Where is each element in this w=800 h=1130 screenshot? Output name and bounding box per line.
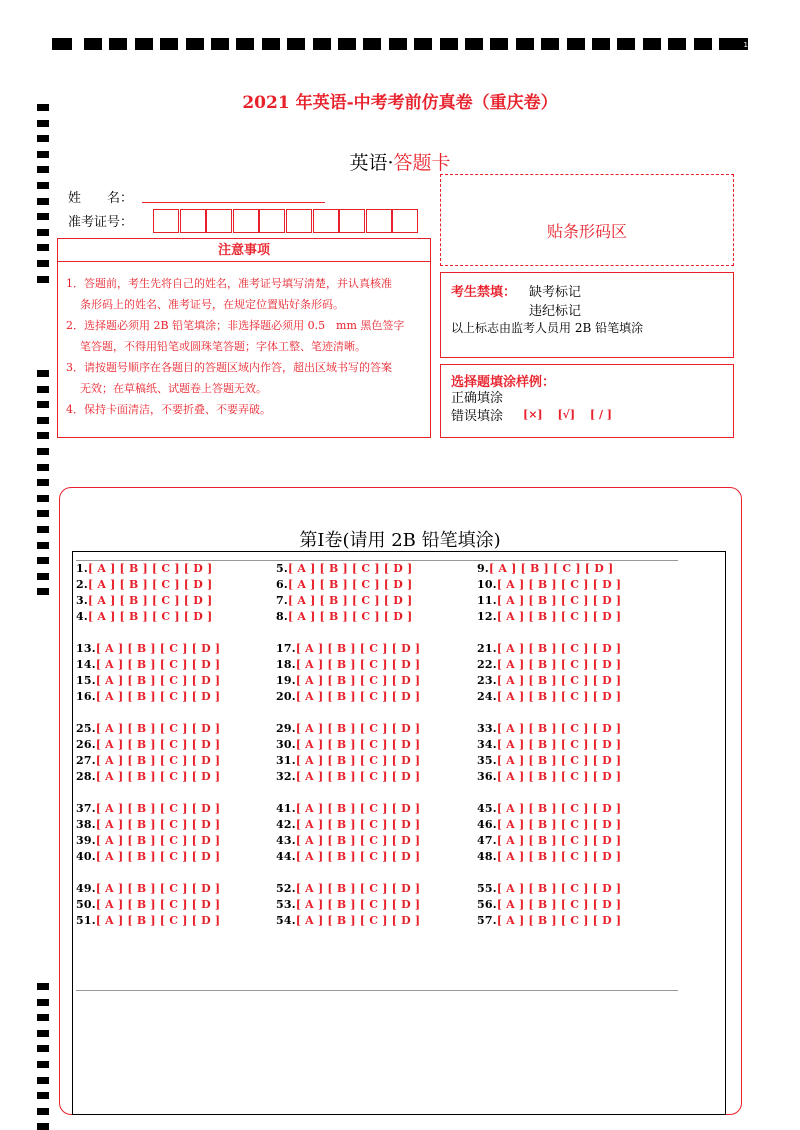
answer-choices[interactable]: [ A ] [ B ] [ C ] [ D ] (95, 722, 221, 735)
timing-mark (592, 38, 610, 50)
divider-bottom (76, 990, 678, 991)
side-timing-mark (37, 229, 49, 236)
notice-line: 笔答题，不得用铅笔或圆珠笔答题；字体工整、笔迹清晰。 (80, 340, 366, 353)
question-number: 17. (276, 642, 296, 655)
question-row[interactable] (477, 722, 621, 735)
question-number: 42. (276, 818, 296, 831)
answer-choices[interactable]: [ A ] [ B ] [ C ] [ D ] (496, 882, 622, 895)
side-timing-mark (37, 182, 49, 189)
question-number: 29. (276, 722, 296, 735)
page-number: 1 (728, 38, 748, 50)
side-timing-mark (37, 1092, 49, 1099)
answer-choices[interactable]: [ A ] [ B ] [ C ] [ D ] (295, 818, 421, 831)
side-timing-mark (37, 588, 49, 595)
id-digit-box[interactable] (259, 209, 285, 233)
question-row[interactable] (76, 594, 212, 607)
answer-choices[interactable]: [ A ] [ B ] [ C ] [ D ] (496, 610, 622, 623)
question-number: 13. (76, 642, 96, 655)
fill-example-label: 选择题填涂样例： (451, 375, 556, 390)
answer-choices[interactable]: [ A ] [ B ] [ C ] [ D ] (496, 898, 622, 911)
side-timing-mark (37, 386, 49, 393)
question-row[interactable] (477, 850, 621, 863)
question-number: 11. (477, 594, 497, 607)
question-number: 19. (276, 674, 296, 687)
side-timing-mark (37, 999, 49, 1006)
answer-choices[interactable]: [ A ] [ B ] [ C ] [ D ] (295, 658, 421, 671)
answer-choices[interactable]: [ A ] [ B ] [ C ] [ D ] (496, 802, 622, 815)
id-digit-box[interactable] (233, 209, 259, 233)
question-number: 45. (477, 802, 497, 815)
id-digit-box[interactable] (313, 209, 339, 233)
question-number: 35. (477, 754, 497, 767)
answer-choices[interactable]: [ A ] [ B ] [ C ] [ D ] (496, 722, 622, 735)
answer-choices[interactable]: [ A ] [ B ] [ C ] [ D ] (95, 658, 221, 671)
answer-choices[interactable]: [ A ] [ B ] [ C ] [ D ] (95, 914, 221, 927)
question-row[interactable] (76, 610, 212, 623)
question-number: 51. (76, 914, 96, 927)
question-number: 28. (76, 770, 96, 783)
question-number: 21. (477, 642, 497, 655)
question-row[interactable] (276, 882, 420, 895)
question-row[interactable] (276, 738, 420, 751)
question-row[interactable] (276, 754, 420, 767)
answer-choices[interactable]: [ A ] [ B ] [ C ] [ D ] (295, 834, 421, 847)
question-number: 47. (477, 834, 497, 847)
answer-choices[interactable]: [ A ] [ B ] [ C ] [ D ] (295, 642, 421, 655)
question-row[interactable] (76, 914, 220, 927)
question-row[interactable] (477, 738, 621, 751)
question-row[interactable] (76, 850, 220, 863)
answer-choices[interactable]: [ A ] [ B ] [ C ] [ D ] (87, 562, 213, 575)
answer-choices[interactable]: [ A ] [ B ] [ C ] [ D ] (95, 882, 221, 895)
id-digit-box[interactable] (180, 209, 206, 233)
answer-choices[interactable]: [ A ] [ B ] [ C ] [ D ] (496, 658, 622, 671)
question-number: 48. (477, 850, 497, 863)
side-timing-mark (37, 1123, 49, 1130)
question-number: 4. (76, 610, 88, 623)
answer-choices[interactable]: [ A ] [ B ] [ C ] [ D ] (295, 882, 421, 895)
question-number: 34. (477, 738, 497, 751)
question-row[interactable] (76, 898, 220, 911)
question-row[interactable] (276, 610, 412, 623)
question-number: 18. (276, 658, 296, 671)
question-row[interactable] (76, 642, 220, 655)
question-row[interactable] (276, 594, 412, 607)
question-number: 54. (276, 914, 296, 927)
timing-mark (135, 38, 153, 50)
correct-fill-label: 正确填涂 (451, 391, 504, 406)
question-number: 46. (477, 818, 497, 831)
side-timing-mark (37, 495, 49, 502)
name-label: 姓 名： (68, 191, 134, 206)
card-title (0, 148, 800, 175)
answer-choices[interactable]: [ A ] [ B ] [ C ] [ D ] (95, 642, 221, 655)
forbid-label: 考生禁填： (451, 285, 517, 300)
question-row[interactable] (477, 610, 621, 623)
question-row[interactable] (276, 914, 420, 927)
timing-mark (440, 38, 458, 50)
answer-choices[interactable]: [ A ] [ B ] [ C ] [ D ] (95, 850, 221, 863)
side-timing-mark (37, 557, 49, 564)
question-number: 50. (76, 898, 96, 911)
answer-choices[interactable]: [ A ] [ B ] [ C ] [ D ] (295, 898, 421, 911)
question-number: 1. (76, 562, 88, 575)
question-number: 40. (76, 850, 96, 863)
side-timing-mark (37, 432, 49, 439)
answer-choices[interactable]: [ A ] [ B ] [ C ] [ D ] (496, 914, 622, 927)
side-timing-mark (37, 1014, 49, 1021)
timing-mark (389, 38, 407, 50)
question-row[interactable] (276, 658, 420, 671)
question-row[interactable] (76, 770, 220, 783)
exam-title: 2021 年英语-中考考前仿真卷（重庆卷） (242, 93, 558, 113)
question-number: 2. (76, 578, 88, 591)
side-timing-mark (37, 370, 49, 377)
question-row[interactable] (76, 578, 212, 591)
timing-mark (617, 38, 635, 50)
answer-choices[interactable]: [ A ] [ B ] [ C ] [ D ] (95, 834, 221, 847)
violation-mark[interactable]: 违纪标记 (529, 304, 582, 319)
question-row[interactable] (276, 802, 420, 815)
question-number: 36. (477, 770, 497, 783)
question-row[interactable] (76, 674, 220, 687)
timing-mark (109, 38, 127, 50)
question-row[interactable] (477, 914, 621, 927)
answer-choices[interactable]: [ A ] [ B ] [ C ] [ D ] (287, 578, 413, 591)
question-number: 7. (276, 594, 288, 607)
side-timing-mark (37, 244, 49, 251)
question-number: 27. (76, 754, 96, 767)
question-row[interactable] (76, 802, 220, 815)
answer-choices[interactable]: [ A ] [ B ] [ C ] [ D ] (287, 610, 413, 623)
question-number: 5. (276, 562, 288, 575)
notice-line: 2．选择题必须用 2B 铅笔填涂；非选择题必须用 0.5 mm 黑色签字 (66, 319, 405, 332)
question-row[interactable] (76, 690, 220, 703)
question-row[interactable] (276, 578, 412, 591)
question-number: 32. (276, 770, 296, 783)
answer-choices[interactable]: [ A ] [ B ] [ C ] [ D ] (496, 594, 622, 607)
question-row[interactable] (477, 594, 621, 607)
answer-choices[interactable]: [ A ] [ B ] [ C ] [ D ] (295, 722, 421, 735)
answer-choices[interactable]: [ A ] [ B ] [ C ] [ D ] (87, 594, 213, 607)
question-row[interactable] (276, 834, 420, 847)
notice-heading: 注意事项 (57, 238, 431, 262)
answer-choices[interactable]: [ A ] [ B ] [ C ] [ D ] (496, 674, 622, 687)
question-row[interactable] (477, 674, 621, 687)
question-number: 6. (276, 578, 288, 591)
answer-choices[interactable]: [ A ] [ B ] [ C ] [ D ] (496, 850, 622, 863)
question-number: 52. (276, 882, 296, 895)
question-number: 31. (276, 754, 296, 767)
answer-choices[interactable]: [ A ] [ B ] [ C ] [ D ] (95, 674, 221, 687)
question-row[interactable] (477, 770, 621, 783)
answer-choices[interactable]: [ A ] [ B ] [ C ] [ D ] (287, 562, 413, 575)
answer-choices[interactable]: [ A ] [ B ] [ C ] [ D ] (496, 578, 622, 591)
question-number: 49. (76, 882, 96, 895)
side-timing-mark (37, 1077, 49, 1084)
timing-mark (694, 38, 712, 50)
id-digit-box[interactable] (392, 209, 418, 233)
answer-choices[interactable]: [ A ] [ B ] [ C ] [ D ] (295, 754, 421, 767)
side-timing-mark (37, 573, 49, 580)
answer-choices[interactable]: [ A ] [ B ] [ C ] [ D ] (496, 754, 622, 767)
timing-mark (338, 38, 356, 50)
question-row[interactable] (76, 562, 212, 575)
question-row[interactable] (477, 578, 621, 591)
notice-line: 条形码上的姓名、准考证号，在规定位置贴好条形码。 (80, 298, 344, 311)
wrong-fill-label: 错误填涂 (451, 409, 504, 424)
question-row[interactable] (76, 834, 220, 847)
question-row[interactable] (477, 802, 621, 815)
question-number: 56. (477, 898, 497, 911)
divider-top (76, 560, 678, 561)
question-number: 14. (76, 658, 96, 671)
timing-mark (287, 38, 305, 50)
examiner-only-box (440, 272, 734, 358)
question-number: 25. (76, 722, 96, 735)
side-timing-mark (37, 464, 49, 471)
answer-choices[interactable]: [ A ] [ B ] [ C ] [ D ] (295, 690, 421, 703)
question-number: 26. (76, 738, 96, 751)
question-number: 10. (477, 578, 497, 591)
question-number: 33. (477, 722, 497, 735)
side-timing-mark (37, 417, 49, 424)
side-timing-mark (37, 401, 49, 408)
question-number: 57. (477, 914, 497, 927)
timing-mark (313, 38, 331, 50)
timing-mark (160, 38, 178, 50)
timing-mark (52, 38, 72, 50)
question-row[interactable] (276, 642, 420, 655)
notice-box (57, 238, 431, 438)
answer-area (72, 551, 726, 1115)
side-timing-mark (37, 260, 49, 267)
side-timing-mark (37, 1045, 49, 1052)
question-number: 12. (477, 610, 497, 623)
answer-choices[interactable]: [ A ] [ B ] [ C ] [ D ] (295, 802, 421, 815)
question-number: 43. (276, 834, 296, 847)
question-row[interactable] (76, 722, 220, 735)
notice-line: 1．答题前，考生先将自己的姓名，准考证号填写清楚，并认真核准 (66, 277, 392, 290)
answer-choices[interactable]: [ A ] [ B ] [ C ] [ D ] (496, 738, 622, 751)
answer-choices[interactable]: [ A ] [ B ] [ C ] [ D ] (496, 834, 622, 847)
answer-choices[interactable]: [ A ] [ B ] [ C ] [ D ] (95, 818, 221, 831)
question-row[interactable] (477, 818, 621, 831)
notice-line: 4．保持卡面清洁，不要折叠、不要弄破。 (66, 403, 271, 416)
question-row[interactable] (477, 882, 621, 895)
question-number: 55. (477, 882, 497, 895)
question-row[interactable] (276, 850, 420, 863)
question-row[interactable] (477, 754, 621, 767)
notice-line: 3．请按题号顺序在各题目的答题区域内作答，超出区域书写的答案 (66, 361, 392, 374)
timing-mark (262, 38, 280, 50)
answer-choices[interactable]: [ A ] [ B ] [ C ] [ D ] (95, 770, 221, 783)
side-timing-mark (37, 135, 49, 142)
id-digit-box[interactable] (339, 209, 365, 233)
timing-mark (465, 38, 483, 50)
forbid-note: 以上标志由监考人员用 2B 铅笔填涂 (451, 321, 644, 335)
name-field[interactable] (142, 202, 325, 203)
question-row[interactable] (276, 818, 420, 831)
section-title: 第Ⅰ卷(请用 2B 铅笔填涂) (299, 530, 501, 551)
answer-choices[interactable]: [ A ] [ B ] [ C ] [ D ] (295, 770, 421, 783)
question-number: 8. (276, 610, 288, 623)
wrong-fill-marks: [×] [√] [ / ] (523, 408, 613, 421)
notice-line: 无效；在草稿纸、试题卷上答题无效。 (80, 382, 267, 395)
answer-choices[interactable]: [ A ] [ B ] [ C ] [ D ] (295, 850, 421, 863)
answer-choices[interactable]: [ A ] [ B ] [ C ] [ D ] (496, 770, 622, 783)
answer-choices[interactable]: [ A ] [ B ] [ C ] [ D ] (496, 642, 622, 655)
timing-mark (541, 38, 559, 50)
question-row[interactable] (76, 658, 220, 671)
id-digit-box[interactable] (153, 209, 179, 233)
side-timing-mark (37, 120, 49, 127)
timing-mark (490, 38, 508, 50)
side-timing-mark (37, 1030, 49, 1037)
question-number: 37. (76, 802, 96, 815)
question-number: 30. (276, 738, 296, 751)
timing-mark (516, 38, 534, 50)
timing-mark (186, 38, 204, 50)
question-row[interactable] (76, 882, 220, 895)
question-row[interactable] (477, 562, 613, 575)
side-timing-mark (37, 198, 49, 205)
answer-choices[interactable]: [ A ] [ B ] [ C ] [ D ] (95, 898, 221, 911)
answer-choices[interactable]: [ A ] [ B ] [ C ] [ D ] (295, 738, 421, 751)
question-number: 23. (477, 674, 497, 687)
question-row[interactable] (276, 898, 420, 911)
answer-choices[interactable]: [ A ] [ B ] [ C ] [ D ] (87, 578, 213, 591)
question-number: 24. (477, 690, 497, 703)
answer-choices[interactable]: [ A ] [ B ] [ C ] [ D ] (95, 754, 221, 767)
absent-mark[interactable]: 缺考标记 (529, 285, 582, 300)
question-row[interactable] (477, 690, 621, 703)
question-row[interactable] (76, 818, 220, 831)
timing-mark (363, 38, 381, 50)
side-timing-mark (37, 983, 49, 990)
question-row[interactable] (76, 738, 220, 751)
answer-choices[interactable]: [ A ] [ B ] [ C ] [ D ] (488, 562, 614, 575)
side-timing-mark (37, 276, 49, 283)
timing-mark (668, 38, 686, 50)
side-timing-mark (37, 1061, 49, 1068)
question-row[interactable] (276, 722, 420, 735)
question-number: 9. (477, 562, 489, 575)
card-title-subject: 英语· (349, 152, 394, 174)
question-row[interactable] (276, 674, 420, 687)
question-number: 38. (76, 818, 96, 831)
answer-choices[interactable]: [ A ] [ B ] [ C ] [ D ] (95, 802, 221, 815)
question-row[interactable] (76, 754, 220, 767)
id-label: 准考证号： (68, 215, 134, 230)
side-timing-mark (37, 448, 49, 455)
answer-choices[interactable]: [ A ] [ B ] [ C ] [ D ] (95, 690, 221, 703)
id-digit-box[interactable] (206, 209, 232, 233)
barcode-area-label: 贴条形码区 (546, 222, 627, 241)
timing-marks-top (52, 38, 748, 50)
question-number: 44. (276, 850, 296, 863)
side-timing-mark (37, 510, 49, 517)
answer-choices[interactable]: [ A ] [ B ] [ C ] [ D ] (496, 690, 622, 703)
id-digit-box[interactable] (286, 209, 312, 233)
question-row[interactable] (477, 658, 621, 671)
question-row[interactable] (276, 770, 420, 783)
question-number: 16. (76, 690, 96, 703)
timing-mark (84, 38, 102, 50)
fill-example-box (440, 364, 734, 438)
side-timing-mark (37, 1108, 49, 1115)
timing-mark (567, 38, 585, 50)
card-title-type: 答题卡 (393, 152, 451, 174)
answer-choices[interactable]: [ A ] [ B ] [ C ] [ D ] (87, 610, 213, 623)
question-row[interactable] (276, 690, 420, 703)
answer-choices[interactable]: [ A ] [ B ] [ C ] [ D ] (95, 738, 221, 751)
question-number: 41. (276, 802, 296, 815)
side-timing-mark (37, 479, 49, 486)
answer-choices[interactable]: [ A ] [ B ] [ C ] [ D ] (287, 594, 413, 607)
timing-mark (211, 38, 229, 50)
answer-choices[interactable]: [ A ] [ B ] [ C ] [ D ] (295, 914, 421, 927)
question-number: 15. (76, 674, 96, 687)
timing-mark (236, 38, 254, 50)
timing-mark (643, 38, 661, 50)
question-number: 53. (276, 898, 296, 911)
notice-text (66, 273, 426, 420)
question-row[interactable] (477, 834, 621, 847)
answer-choices[interactable]: [ A ] [ B ] [ C ] [ D ] (295, 674, 421, 687)
question-row[interactable] (477, 898, 621, 911)
timing-mark (414, 38, 432, 50)
question-number: 3. (76, 594, 88, 607)
side-timing-mark (37, 213, 49, 220)
question-number: 22. (477, 658, 497, 671)
question-row[interactable] (477, 642, 621, 655)
question-number: 20. (276, 690, 296, 703)
question-row[interactable] (276, 562, 412, 575)
id-digit-box[interactable] (366, 209, 392, 233)
answer-choices[interactable]: [ A ] [ B ] [ C ] [ D ] (496, 818, 622, 831)
barcode-area (440, 174, 734, 266)
question-number: 39. (76, 834, 96, 847)
